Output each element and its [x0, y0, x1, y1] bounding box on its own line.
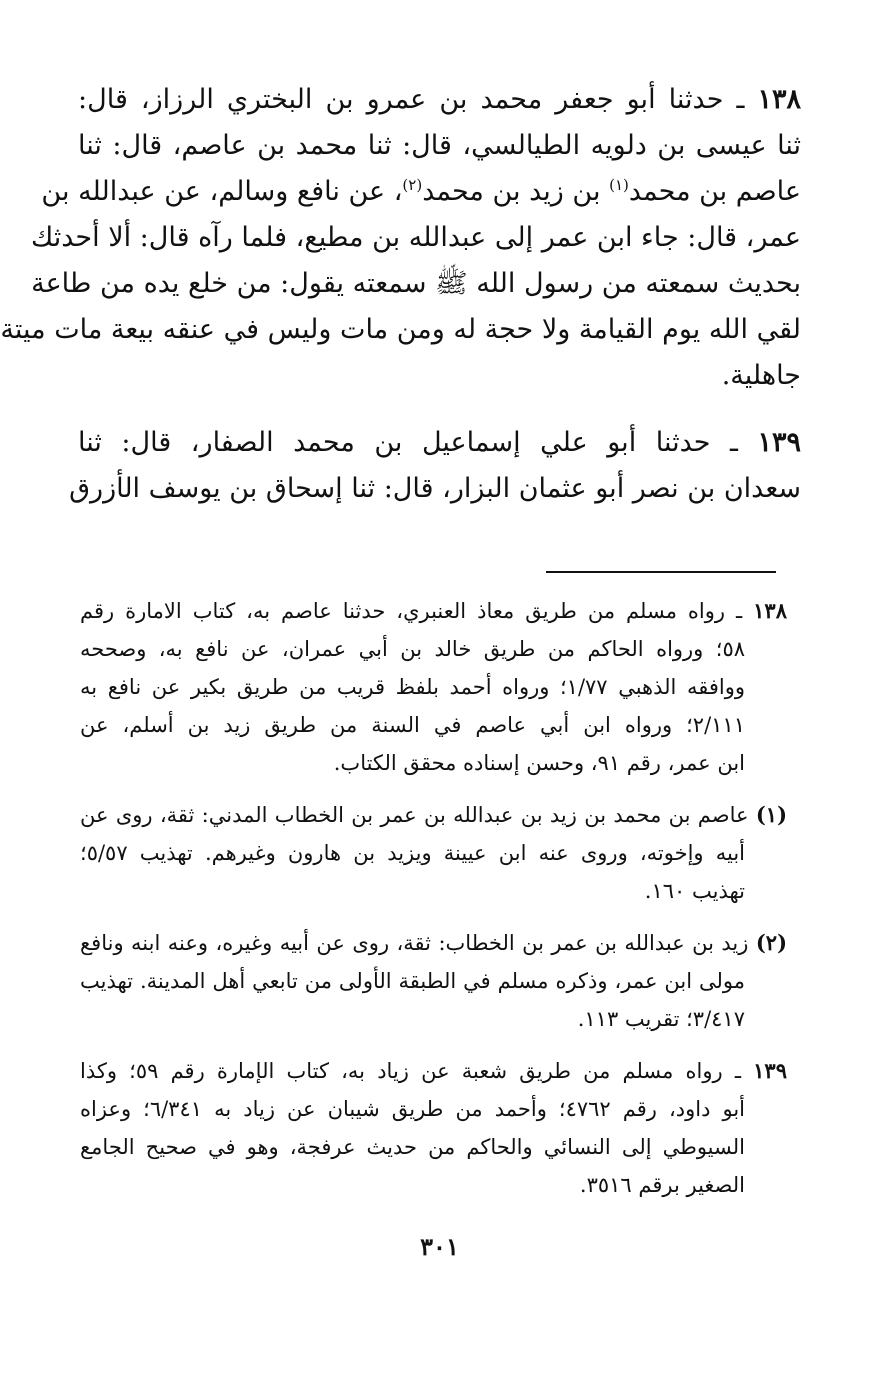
footnote-ref-2: (٢) — [402, 176, 423, 194]
line-text: ـ رواه مسلم من طريق شعبة عن زياد به، كتاب الإمارة رقم ٥٩؛ وكذا — [80, 1059, 754, 1083]
line-text: بن زيد بن محمد — [422, 176, 610, 207]
line-text: عاصم بن محمد بن زيد بن عبدالله بن عمر بن الخطاب المدني: ثقة، روى عن — [80, 803, 756, 827]
footnote-line: أبو داود، رقم ٤٧٦٢؛ وأحمد من طريق شيبان عن زياد به ٦/٣٤١؛ وعزاه — [80, 1097, 745, 1121]
footnote-separator — [546, 571, 776, 573]
footnote-line: الصغير برقم ٣٥١٦. — [579, 1173, 745, 1197]
line-text: ـ حدثنا أبو جعفر محمد بن عمرو بن البختري الرزاز، قال: — [78, 84, 758, 115]
text-line — [78, 420, 801, 466]
footnote-marker: (٢) — [755, 930, 787, 955]
text-line — [41, 169, 801, 215]
hadith-number: ١٣٨ — [757, 84, 801, 115]
footnote-marker: ١٣٨ — [753, 598, 787, 623]
footnote-line: ٥٨؛ ورواه الحاكم من طريق خالد بن أبي عمران، عن نافع به، وصححه — [80, 637, 745, 661]
text-line — [78, 77, 801, 123]
footnote-marker: ١٣٩ — [753, 1058, 787, 1083]
footnote-line — [80, 1052, 787, 1090]
line-text: ـ رواه مسلم من طريق معاذ العنبري، حدثنا عاصم به، كتاب الامارة رقم — [80, 599, 754, 623]
text-line: سعدان بن نصر أبو عثمان البزار، قال: ثنا إسحاق بن يوسف الأزرق — [69, 473, 801, 504]
text-line: بحديث سمعته من رسول الله ﷺ سمعته يقول: من خلع يده من طاعة — [31, 268, 801, 299]
footnote-line — [80, 592, 787, 630]
footnote-line: ٢/١١١؛ ورواه ابن أبي عاصم في السنة من طريق زيد بن أسلم، عن — [80, 713, 745, 737]
line-text: زيد بن عبدالله بن عمر بن الخطاب: ثقة، روى عن أبيه وغيره، وعنه ابنه ونافع — [80, 931, 756, 955]
page-number: ٣٠١ — [420, 1232, 459, 1261]
footnote-line: ووافقه الذهبي ١/٧٧؛ ورواه أحمد بلفظ قريب من طريق بكير عن نافع به — [80, 675, 745, 699]
footnote-line: مولى ابن عمر، وذكره مسلم في الطبقة الأولى من تابعي أهل المدينة. تهذيب — [80, 969, 745, 993]
footnote-line: السيوطي إلى النسائي والحاكم من حديث عرفجة، وهو في صحيح الجامع — [80, 1135, 745, 1159]
footnote-line — [80, 924, 787, 962]
text-line: عمر، قال: جاء ابن عمر إلى عبدالله بن مطيع، فلما رآه قال: ألا أحدثك — [30, 222, 801, 253]
footnote-line: أبيه وإخوته، وروى عنه ابن عيينة ويزيد بن هارون وغيرهم. تهذيب ٥/٥٧؛ — [80, 841, 745, 865]
line-text: عاصم بن محمد — [628, 176, 801, 207]
hadith-number: ١٣٩ — [757, 427, 801, 458]
text-line: لقي الله يوم القيامة ولا حجة له ومن مات وليس في عنقه بيعة مات ميتة — [0, 314, 801, 345]
footnote-line: تهذيب ١٦٠. — [644, 879, 745, 903]
line-text: ـ حدثنا أبو علي إسماعيل بن محمد الصفار، قال: ثنا — [78, 427, 758, 458]
text-line: جاهلية. — [721, 360, 801, 391]
footnote-line — [80, 796, 787, 834]
footnote-line: ابن عمر، رقم ٩١، وحسن إسناده محقق الكتاب. — [333, 751, 745, 775]
footnote-marker: (١) — [755, 802, 787, 827]
footnote-ref-1: (١) — [609, 176, 629, 194]
line-text: ، عن نافع وسالم، عن عبدالله بن — [41, 176, 403, 207]
text-line: ثنا عيسى بن دلويه الطيالسي، قال: ثنا محمد بن عاصم، قال: ثنا — [78, 130, 801, 161]
footnote-line: ٣/٤١٧؛ تقريب ١١٣. — [577, 1007, 745, 1031]
